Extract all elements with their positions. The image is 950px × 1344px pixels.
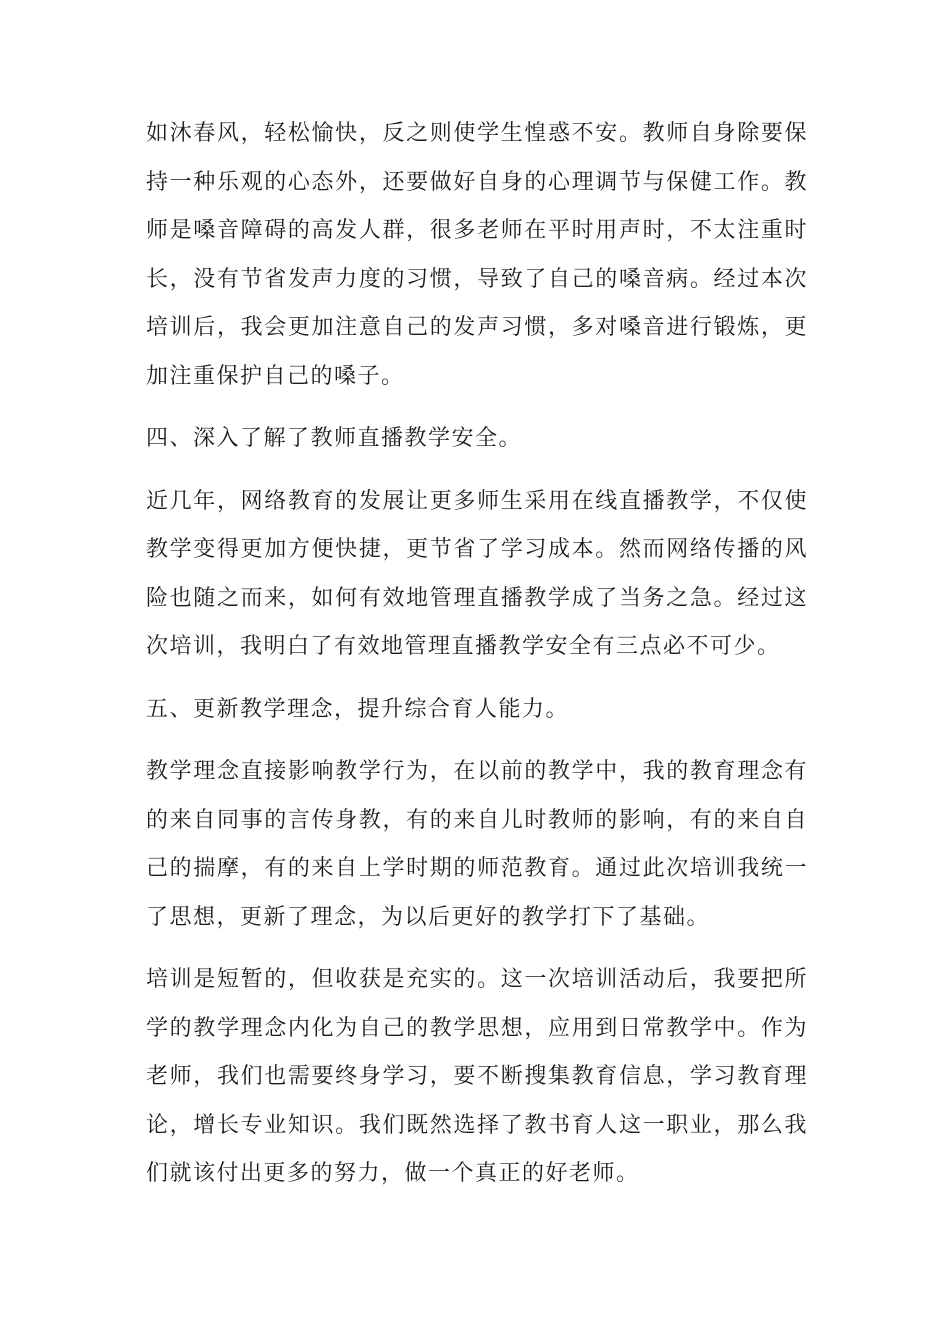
paragraph-voice-care: 如沐春风，轻松愉快，反之则使学生惶惑不安。教师自身除要保持一种乐观的心态外，还要做好自身的心理调节与保健工作。教师是嗓音障碍的高发人群，很多老师在平时用声时，不太注重时长，没有节省发声力度的习惯，导致了自己的嗓音病。经过本次培训后，我会更加注意自己的发声习惯，多对嗓音进行锻炼，更加注重保护自己的嗓子。 [146,121,808,389]
section-heading-five: 五、更新教学理念，提升综合育人能力。 [146,696,570,722]
paragraph-live-teaching: 近几年，网络教育的发展让更多师生采用在线直播教学，不仅使教学变得更加方便快捷，更节省了学习成本。然而网络传播的风险也随之而来，如何有效地管理直播教学成了当务之急。经过这次培训，我明白了有效地管理直播教学安全有三点必不可少。 [146,488,808,659]
document-body [146,110,808,1213]
section-heading-four: 四、深入了解了教师直播教学安全。 [146,426,523,451]
paragraph-teaching-philosophy: 教学理念直接影响教学行为，在以前的教学中，我的教育理念有的来自同事的言传身教，有的来自儿时教师的影响，有的来自自己的揣摩，有的来自上学时期的师范教育。通过此次培训我统一了思想，更新了理念，为以后更好的教学打下了基础。 [146,759,808,930]
paragraph-conclusion: 培训是短暂的，但收获是充实的。这一次培训活动后，我要把所学的教学理念内化为自己的教学思想，应用到日常教学中。作为老师，我们也需要终身学习，要不断搜集教育信息，学习教育理论，增长专业知识。我们既然选择了教书育人这一职业，那么我们就该付出更多的努力，做一个真正的好老师。 [146,967,808,1186]
